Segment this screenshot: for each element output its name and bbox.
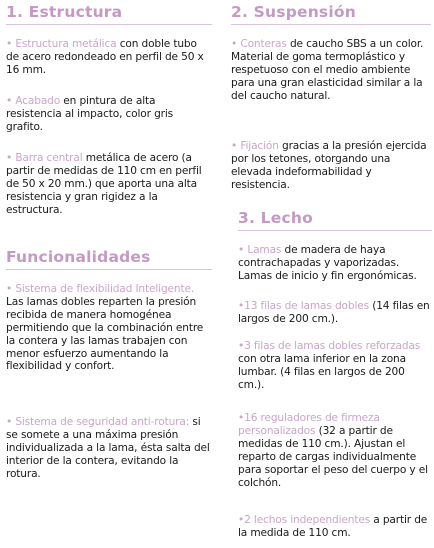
paragraph-reguladores [238,412,432,489]
paragraph-lamas [238,244,432,283]
paragraph-text: metálica de acero (a partir de medidas de 110 cm en perfil de 50 x 20 mm.) que aporta una alta resistencia y gran rigidez a la estructura. [6,152,202,216]
paragraph-text: Las lamas dobles reparten la presión recibida de manera homogénea permitiendo que la combinación entre la contera y las lamas trabajen con menor esfuerzo aumentando la flexibilidad y confort. [6,295,204,373]
paragraph-3-filas [238,340,432,392]
section-title-suspension: 2. Suspensión [231,3,431,25]
paragraph-13-filas [238,300,432,326]
highlight-term: •16 reguladores de firmeza personalizados [238,412,380,437]
paragraph-conteras [231,38,431,103]
highlight-term: • Barra central [6,152,83,164]
paragraph-text: si se somete a una máxima presión individualizada a la lama, ésta salta del interior de la contera, evitando la rotura. [6,416,210,480]
paragraph-text: con doble tubo de acero redondeado en perfil de 50 x 16 mm. [6,38,204,76]
section-title-estructura: 1. Estructura [6,3,212,25]
paragraph-text: de caucho SBS a un color. Material de goma termoplástico y respetuoso con el medio ambiente para una gran elasticidad similar a la del caucho natural. [231,38,424,102]
highlight-term: •3 filas de lamas dobles reforzadas [238,340,421,352]
section-title-lecho: 3. Lecho [238,209,432,231]
paragraph-barra-central [6,152,212,217]
highlight-term: • Lamas [238,244,282,256]
paragraph-estructura-metalica [6,38,212,77]
paragraph-text: gracias a la presión ejercida por los tetones, otorgando una elevada indeformabilidad y resistencia. [231,140,427,191]
highlight-term: • Sistema de seguridad anti-rotura: [6,416,190,428]
highlight-term: • Acabado [6,95,61,107]
paragraph-text: (14 filas en largos de 200 cm.). [238,300,430,325]
paragraph-lechos-independientes [238,514,432,540]
paragraph-flexibilidad [6,283,212,373]
paragraph-text: de madera de haya contrachapadas y vaporizadas. Lamas de inicio y fin ergonómicas. [238,244,417,282]
paragraph-text: en pintura de alta resistencia al impacto, color gris grafito. [6,95,174,133]
paragraph-acabado [6,95,212,134]
paragraph-text: a partir de la medida de 110 cm. [238,514,428,539]
highlight-term: • Fijación [231,140,279,152]
highlight-term: • Conteras [231,38,287,50]
highlight-term: •2 lechos independientes [238,514,371,526]
highlight-term: •13 filas de lamas dobles [238,300,369,312]
highlight-term: • Sistema de flexibilidad Inteligente. [6,283,195,295]
section-title-funcionalidades: Funcionalidades [6,248,212,270]
paragraph-anti-rotura [6,416,212,481]
highlight-term: • Estructura metálica [6,38,117,50]
paragraph-fijacion [231,140,431,192]
paragraph-text: (32 a partir de medidas de 110 cm.). Ajustan el reparto de cargas individualmente para soportar el peso del cuerpo y el colchón. [238,424,428,489]
paragraph-text: con otra lama inferior en la zona lumbar. (4 filas en largos de 200 cm.). [238,352,406,391]
